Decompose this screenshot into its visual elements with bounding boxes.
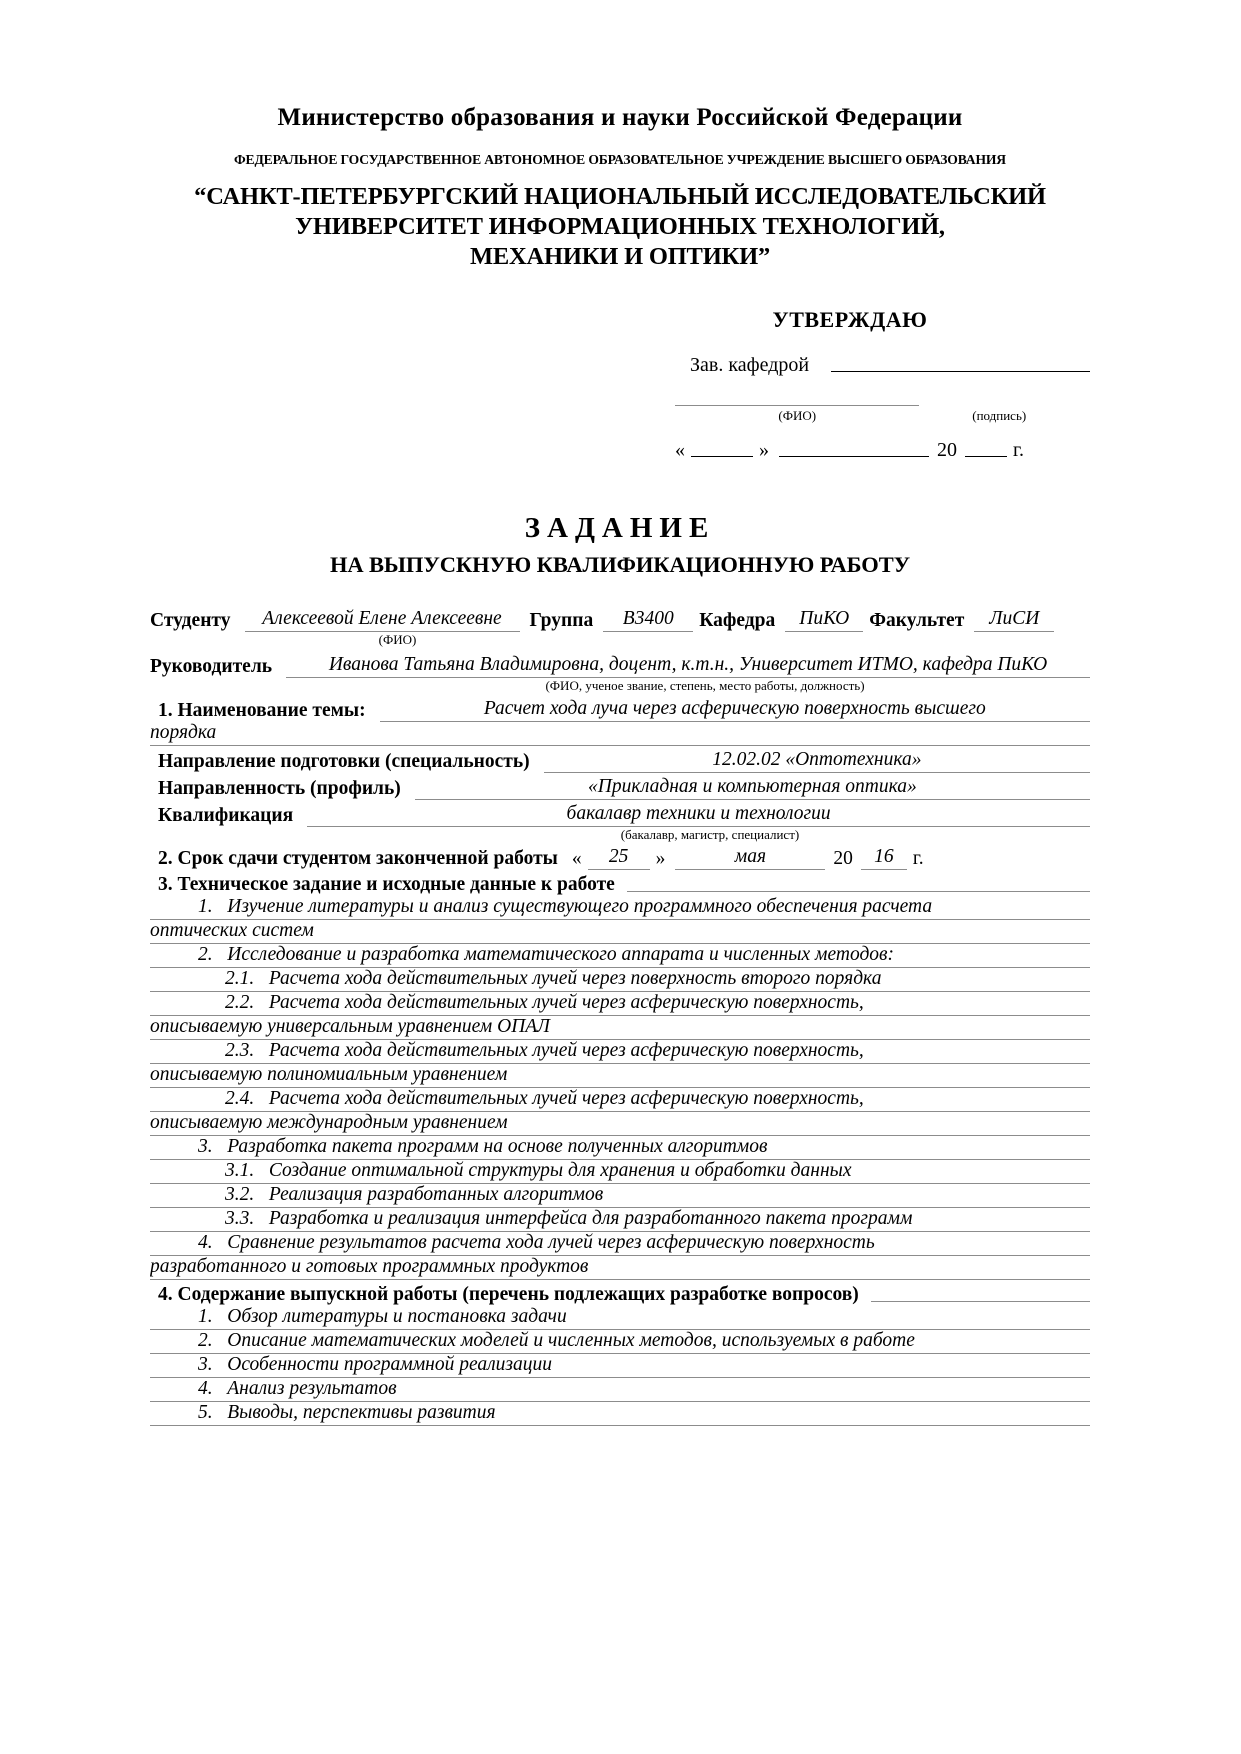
head-of-department-row xyxy=(690,354,1090,377)
task-number: 4. xyxy=(198,1378,213,1400)
section3-items xyxy=(150,896,1090,1280)
task-line[interactable] xyxy=(150,1184,1090,1208)
task-line[interactable] xyxy=(150,1402,1090,1426)
task-line[interactable] xyxy=(150,1354,1090,1378)
university-name xyxy=(150,182,1090,272)
form-area xyxy=(150,608,1090,1426)
task-line[interactable] xyxy=(150,1330,1090,1354)
task-spacer xyxy=(213,1306,228,1327)
task-number: 3. xyxy=(198,1136,213,1158)
task-number: 3.3. xyxy=(225,1208,255,1230)
section3-heading-row xyxy=(150,874,1090,896)
task-line[interactable] xyxy=(150,1088,1090,1112)
task-line[interactable] xyxy=(150,944,1090,968)
department-label: Кафедра xyxy=(699,610,776,632)
approval-year-input[interactable] xyxy=(965,456,1007,457)
approve-heading: УТВЕРЖДАЮ xyxy=(772,307,928,333)
signature-caption-segment xyxy=(923,405,1075,424)
deadline-day-input[interactable]: 25 xyxy=(588,846,650,870)
group-input[interactable]: В3400 xyxy=(603,608,693,632)
task-text: Описание математических моделей и численных методов, используемых в работе xyxy=(227,1330,915,1352)
task-line[interactable] xyxy=(150,1256,1090,1280)
profile-row xyxy=(150,776,1090,800)
task-text: Разработка и реализация интерфейса для разработанного пакета программ xyxy=(268,1208,913,1230)
approval-quote-open: « xyxy=(675,439,685,462)
task-text: Расчета хода действительных лучей через асферическую поверхность, xyxy=(268,992,864,1014)
task-line[interactable] xyxy=(150,992,1090,1016)
department-input[interactable]: ПиКО xyxy=(785,608,863,632)
student-label: Студенту xyxy=(150,610,231,632)
task-spacer xyxy=(213,1232,228,1253)
section4-items xyxy=(150,1306,1090,1426)
task-text: Выводы, перспективы развития xyxy=(227,1402,496,1424)
task-text: оптических систем xyxy=(150,920,314,942)
task-spacer xyxy=(254,1040,269,1061)
qualification-caption: (бакалавр, магистр, специалист) xyxy=(620,827,800,843)
supervisor-caption: (ФИО, ученое звание, степень, место работы, должность) xyxy=(545,678,865,694)
approval-month-input[interactable] xyxy=(779,456,929,457)
task-text: Особенности программной реализации xyxy=(227,1354,552,1376)
task-line[interactable] xyxy=(150,896,1090,920)
head-of-department-label: Зав. кафедрой xyxy=(690,354,810,377)
program-label: Направление подготовки (специальность) xyxy=(158,751,530,773)
student-name-input[interactable]: Алексеевой Елене Алексеевне xyxy=(245,608,520,632)
qualification-input[interactable]: бакалавр техники и технологии xyxy=(307,803,1090,827)
task-text: Исследование и разработка математического аппарата и численных методов: xyxy=(227,944,895,966)
section3-heading: 3. Техническое задание и исходные данные к работе xyxy=(158,874,615,896)
faculty-input[interactable]: ЛиСИ xyxy=(974,608,1054,632)
task-text: разработанного и готовых программных продуктов xyxy=(150,1256,589,1278)
federal-institution-line: ФЕДЕРАЛЬНОЕ ГОСУДАРСТВЕННОЕ АВТОНОМНОЕ ОБРАЗОВАТЕЛЬНОЕ УЧРЕЖДЕНИЕ ВЫСШЕГО ОБРАЗОВАНИЯ xyxy=(234,151,1006,167)
task-text: Расчета хода действительных лучей через поверхность второго порядка xyxy=(268,968,882,990)
university-name-line-3: МЕХАНИКИ И ОПТИКИ” xyxy=(469,242,771,270)
task-line[interactable] xyxy=(150,920,1090,944)
task-spacer xyxy=(254,1208,269,1229)
task-text: Расчета хода действительных лучей через асферическую поверхность, xyxy=(268,1040,864,1062)
task-text: описываемую международным уравнением xyxy=(150,1112,508,1134)
task-spacer xyxy=(213,1378,228,1399)
deadline-year-prefix: 20 xyxy=(833,848,853,870)
task-line[interactable] xyxy=(150,1064,1090,1088)
fio-caption: (ФИО) xyxy=(778,408,817,424)
program-input[interactable]: 12.02.02 «Оптотехника» xyxy=(544,749,1090,773)
topic-row xyxy=(150,698,1090,722)
approval-block xyxy=(150,307,1090,462)
task-number: 2.3. xyxy=(225,1040,255,1062)
head-of-department-input[interactable] xyxy=(831,371,1090,372)
topic-input-line-2[interactable]: порядка xyxy=(150,722,1090,746)
deadline-label: 2. Срок сдачи студентом законченной работы xyxy=(158,848,558,870)
task-text: Сравнение результатов расчета хода лучей через асферическую поверхность xyxy=(227,1232,875,1254)
task-number: 1. xyxy=(198,896,213,918)
profile-input[interactable]: «Прикладная и компьютерная оптика» xyxy=(415,776,1090,800)
document-subtitle: НА ВЫПУСКНУЮ КВАЛИФИКАЦИОННУЮ РАБОТУ xyxy=(329,552,911,578)
supervisor-input[interactable]: Иванова Татьяна Владимировна, доцент, к.т.н., Университет ИТМО, кафедра ПиКО xyxy=(286,654,1090,678)
task-number: 3. xyxy=(198,1354,213,1376)
task-text: Разработка пакета программ на основе полученных алгоритмов xyxy=(227,1136,768,1158)
group-label: Группа xyxy=(529,610,594,632)
task-spacer xyxy=(254,1088,269,1109)
student-row xyxy=(150,608,1090,632)
task-spacer xyxy=(213,1402,228,1423)
task-number: 2.4. xyxy=(225,1088,255,1110)
topic-input-line-1[interactable]: Расчет хода луча через асферическую поверхность высшего xyxy=(380,698,1090,722)
faculty-label: Факультет xyxy=(869,610,965,632)
task-number: 2. xyxy=(198,1330,213,1352)
task-spacer xyxy=(213,896,228,917)
university-name-line-2: УНИВЕРСИТЕТ ИНФОРМАЦИОННЫХ ТЕХНОЛОГИЙ, xyxy=(295,212,945,240)
university-name-line-1: “САНКТ-ПЕТЕРБУРГСКИЙ НАЦИОНАЛЬНЫЙ ИССЛЕДОВАТЕЛЬСКИЙ xyxy=(194,182,1046,210)
task-text: Расчета хода действительных лучей через асферическую поверхность, xyxy=(268,1088,864,1110)
deadline-quote-open: « xyxy=(571,848,582,870)
task-spacer xyxy=(254,992,269,1013)
document-body xyxy=(150,0,1090,1426)
supervisor-label: Руководитель xyxy=(150,656,273,678)
deadline-year-suffix: г. xyxy=(912,848,924,870)
task-spacer xyxy=(213,1136,228,1157)
task-text: Обзор литературы и постановка задачи xyxy=(227,1306,567,1328)
task-number: 3.1. xyxy=(225,1160,255,1182)
deadline-row xyxy=(150,846,1090,870)
task-line[interactable] xyxy=(150,1232,1090,1256)
student-fio-caption: (ФИО) xyxy=(378,632,417,648)
approval-day-input[interactable] xyxy=(691,456,753,457)
signature-captions-row xyxy=(675,405,1075,424)
task-number: 2. xyxy=(198,944,213,966)
task-spacer xyxy=(254,968,269,989)
task-line[interactable] xyxy=(150,1016,1090,1040)
task-number: 2.2. xyxy=(225,992,255,1014)
approval-date-row xyxy=(675,439,1090,462)
task-text: Изучение литературы и анализ существующего программного обеспечения расчета xyxy=(227,896,933,918)
section3-heading-fill[interactable] xyxy=(627,891,1090,892)
approval-year-suffix: г. xyxy=(1013,439,1024,462)
document-title: ЗАДАНИЕ xyxy=(524,512,716,545)
task-number: 1. xyxy=(198,1306,213,1328)
task-number: 5. xyxy=(198,1402,213,1424)
approval-quote-close: » xyxy=(759,439,769,462)
section4-heading-row xyxy=(150,1284,1090,1306)
qualification-label: Квалификация xyxy=(158,805,294,827)
topic-label: 1. Наименование темы: xyxy=(158,700,366,722)
task-line[interactable] xyxy=(150,1208,1090,1232)
task-spacer xyxy=(213,944,228,965)
task-line[interactable] xyxy=(150,1136,1090,1160)
task-line[interactable] xyxy=(150,1112,1090,1136)
task-line[interactable] xyxy=(150,1306,1090,1330)
signature-caption: (подпись) xyxy=(972,408,1027,424)
task-line[interactable] xyxy=(150,1160,1090,1184)
task-number: 3.2. xyxy=(225,1184,255,1206)
task-line[interactable] xyxy=(150,968,1090,992)
task-text: Создание оптимальной структуры для хранения и обработки данных xyxy=(268,1160,852,1182)
task-spacer xyxy=(213,1354,228,1375)
section4-heading: 4. Содержание выпускной работы (перечень подлежащих разработке вопросов) xyxy=(158,1284,859,1306)
fio-caption-segment xyxy=(675,405,919,424)
task-text: Анализ результатов xyxy=(227,1378,397,1400)
task-spacer xyxy=(254,1184,269,1205)
program-row xyxy=(150,749,1090,773)
deadline-month-input[interactable]: мая xyxy=(675,846,825,870)
section4-heading-fill[interactable] xyxy=(871,1301,1090,1302)
task-line[interactable] xyxy=(150,1040,1090,1064)
approval-year-prefix: 20 xyxy=(937,439,957,462)
task-number: 4. xyxy=(198,1232,213,1254)
deadline-year-input[interactable]: 16 xyxy=(861,846,907,870)
task-text: Реализация разработанных алгоритмов xyxy=(268,1184,604,1206)
task-number: 2.1. xyxy=(225,968,255,990)
deadline-quote-close: » xyxy=(655,848,666,870)
task-text: описываемую полиномиальным уравнением xyxy=(150,1064,508,1086)
task-spacer xyxy=(254,1160,269,1181)
task-text: описываемую универсальным уравнением ОПАЛ xyxy=(150,1016,551,1038)
task-line[interactable] xyxy=(150,1378,1090,1402)
profile-label: Направленность (профиль) xyxy=(158,778,401,800)
ministry-title: Министерство образования и науки Российской Федерации xyxy=(277,104,963,131)
supervisor-row xyxy=(150,654,1090,678)
qualification-row xyxy=(150,803,1090,827)
task-spacer xyxy=(213,1330,228,1351)
